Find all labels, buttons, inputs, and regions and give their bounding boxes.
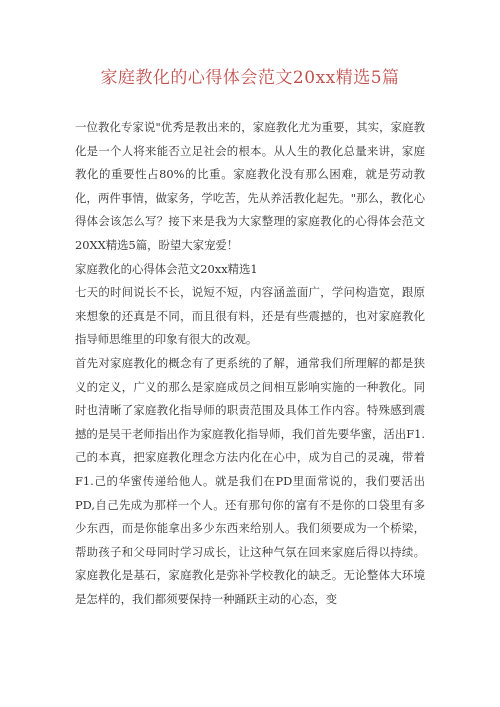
paragraph-intro: 一位教化专家说"优秀是教出来的，家庭教化尤为重要，其实，家庭教化是一个人将来能否立足社会的根本。从人生的教化总量来讲，家庭教化的重要性占80%的比重。家庭教化没有那么困难，就是劳动教化，两件事情，做家务，学吃苦，先从养活教化起先。"那么，教化心得体会该怎么写？接下来是我为大家整理的家庭教化的心得体会范文20XX精选5篇，盼望大家宠爱！ (75, 120, 425, 252)
document-title: 家庭教化的心得体会范文20xx精选5篇 (100, 68, 400, 88)
document-body (75, 116, 425, 611)
section-heading: 家庭教化的心得体会范文20xx精选1 (75, 261, 258, 276)
paragraph: 首先对家庭教化的概念有了更系统的了解，通常我们所理解的都是狭义的定义，广义的那么是家庭成员之间相互影响实施的一种教化。同时也清晰了家庭教化指导师的职责范围及具体工作内容。特殊感到震撼的是吴干老师指出作为家庭教化指导师，我们首先要华蜜，活出F1.己的本真，把家庭教化理念方法内化在心中，成为自己的灵魂，带着F1.己的华蜜传递给他人。就是我们在PD里面常说的，我们要活出PD,自己先成为那样一个人。还有那句你的富有不是你的口袋里有多少东西，而是你能拿出多少东西来给别人。我们须要成为一个桥梁，帮助孩子和父母同时学习成长，让这种气氛在回来家庭后得以持续。家庭教化是基石，家庭教化是弥补学校教化的缺乏。无论整体大环境是怎样的，我们都须要保持一种踊跃主动的心态，变 (75, 355, 425, 606)
paragraph: 七天的时间说长不长，说短不短，内容涵盖面广，学问构造宽，跟原来想象的还真是不同，而且很有料，还是有些震撼的，也对家庭教化指导师思维里的印象有很大的改观。 (75, 285, 425, 347)
